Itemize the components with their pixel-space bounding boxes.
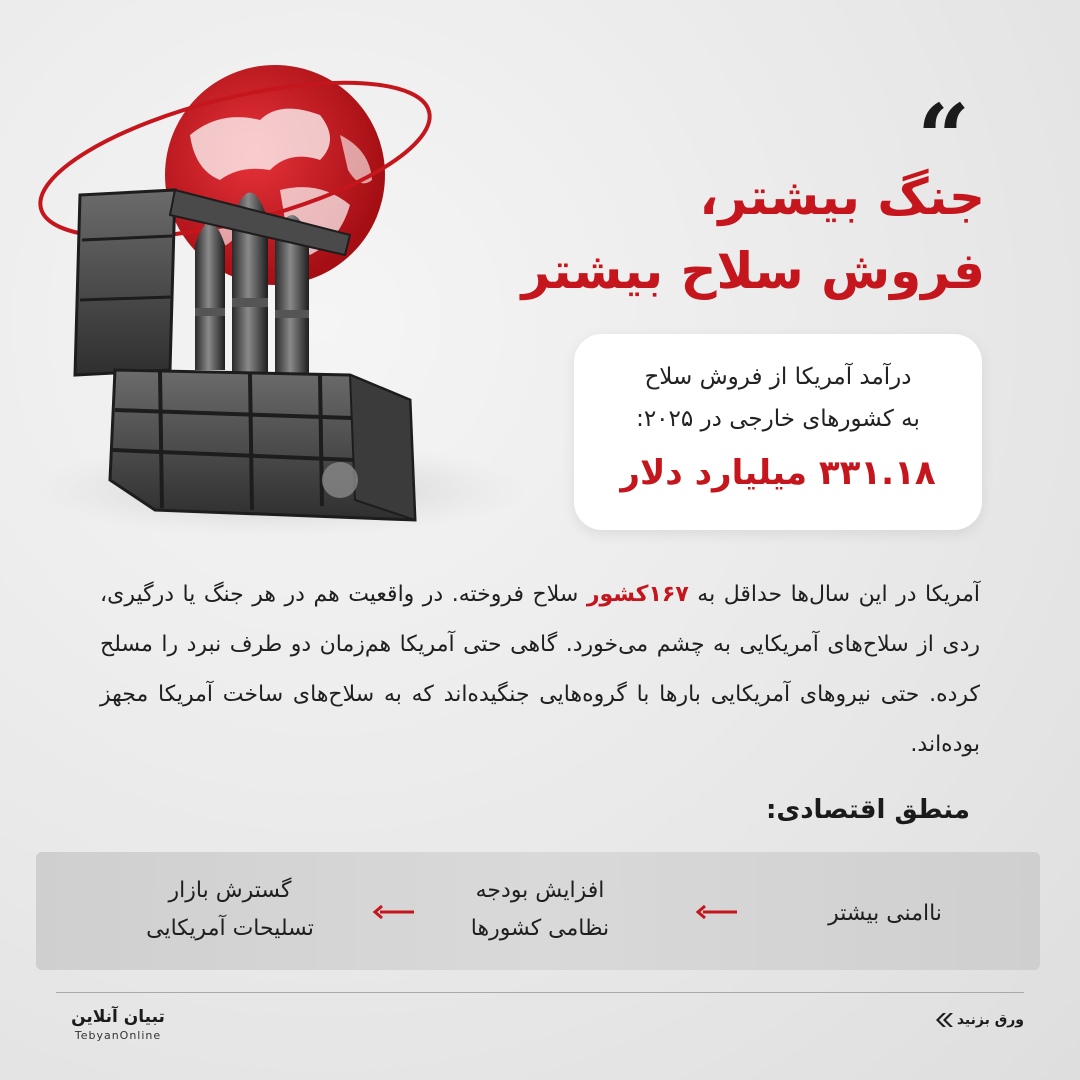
stat-label-line-2: به کشورهای خارجی در ۲۰۲۵: — [636, 406, 920, 432]
brand-name-en: TebyanOnline — [74, 1029, 162, 1042]
logic-step-arms-market — [100, 872, 360, 948]
quote-icon: “ — [917, 84, 970, 192]
logic-step-military-budget — [425, 872, 655, 948]
arrow-left-icon — [372, 904, 416, 920]
swipe-hint[interactable] — [933, 1012, 1024, 1028]
double-chevron-left-icon — [933, 1013, 953, 1027]
logic-step-2-line-1: افزایش بودجه — [475, 878, 605, 903]
tebyan-logo — [58, 1006, 178, 1044]
stat-amount: ۳۳۱.۱۸ میلیارد دلار — [620, 453, 936, 493]
body-part-1: آمریکا در این سال‌ها حداقل به — [688, 582, 981, 607]
title-line-2: فروش سلاح بیشتر — [521, 242, 985, 300]
page-title — [521, 160, 985, 308]
logic-heading: منطق اقتصادی: — [765, 795, 970, 825]
ammo-crate-globe-illustration — [20, 40, 580, 540]
brand-name-fa: تبیان آنلاین — [71, 1007, 165, 1027]
logic-step-3-line-1: گسترش بازار — [168, 878, 292, 903]
swipe-label: ورق بزنید — [956, 1012, 1024, 1028]
title-line-1: جنگ بیشتر، — [699, 168, 985, 226]
body-part-2: سلاح فروخته. در واقعیت هم در هر جنگ یا درگیری، ردی از سلاح‌های آمریکایی به چشم می‌خورد. گاهی حتی آمریکا هم‌زمان دو طرف نبرد را مسلح کرده. حتی نیروهای آمریکایی بارها با گروه‌هایی جنگیده‌اند که به سلاح‌های ساخت آمریکا مجهز بوده‌اند. — [100, 582, 980, 757]
body-paragraph — [100, 570, 980, 770]
footer-divider — [56, 992, 1024, 993]
revenue-stat-card — [574, 334, 982, 530]
stat-label-line-1: درآمد آمریکا از فروش سلاح — [644, 364, 912, 390]
arrow-left-icon — [695, 904, 739, 920]
logic-step-insecurity — [770, 895, 1000, 933]
body-highlight-countries: ۱۶۷کشور — [586, 582, 689, 607]
logic-step-2-line-2: نظامی کشورها — [470, 916, 610, 941]
crate-body — [110, 370, 415, 520]
logic-step-1-text: ناامنی بیشتر — [828, 901, 942, 926]
logic-step-3-line-2: تسلیحات آمریکایی — [146, 916, 314, 941]
